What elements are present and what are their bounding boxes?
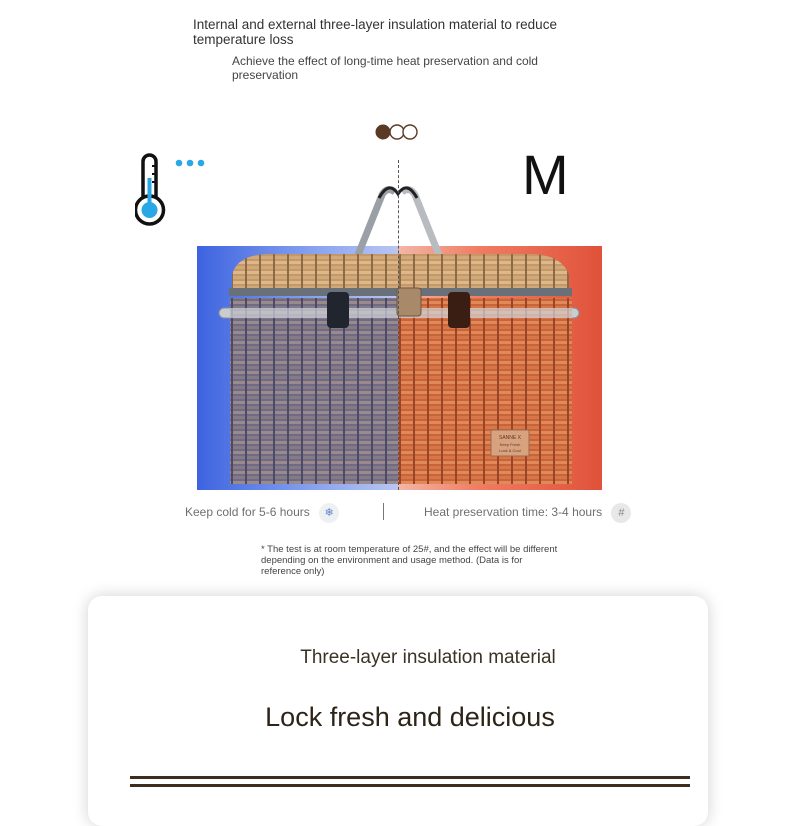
test-note: * The test is at room temperature of 25#, and the effect will be different depending on the environment and usage method. (Data is for reference only) bbox=[261, 544, 558, 577]
snowflake-icon: ❄ bbox=[319, 503, 339, 523]
feature-card bbox=[88, 596, 708, 826]
card-title: Lock fresh and delicious bbox=[265, 702, 555, 732]
divider-dashed-line bbox=[398, 160, 399, 490]
decorative-stripe bbox=[130, 784, 690, 787]
info-separator bbox=[383, 503, 384, 520]
headline: Internal and external three-layer insulation material to reduce temperature loss bbox=[193, 17, 557, 47]
color-dots-icon bbox=[374, 123, 424, 141]
cold-duration bbox=[185, 503, 339, 523]
cold-duration-text: Keep cold for 5-6 hours bbox=[185, 505, 310, 520]
heat-duration bbox=[424, 503, 631, 523]
svg-text:Keep Fresh: Keep Fresh bbox=[499, 442, 521, 447]
heat-duration-text: Heat preservation time: 3-4 hours bbox=[424, 505, 603, 520]
subline: Achieve the effect of long-time heat preservation and cold preservation bbox=[232, 54, 538, 82]
picnic-basket-image bbox=[197, 180, 602, 490]
heat-icon: # bbox=[611, 503, 631, 523]
svg-text:Lock & Cool: Lock & Cool bbox=[499, 448, 521, 453]
decorative-stripe bbox=[130, 776, 690, 779]
svg-text:SANNE X: SANNE X bbox=[499, 435, 521, 441]
card-subtitle: Three-layer insulation material bbox=[300, 647, 556, 668]
size-letter: M bbox=[522, 143, 568, 206]
